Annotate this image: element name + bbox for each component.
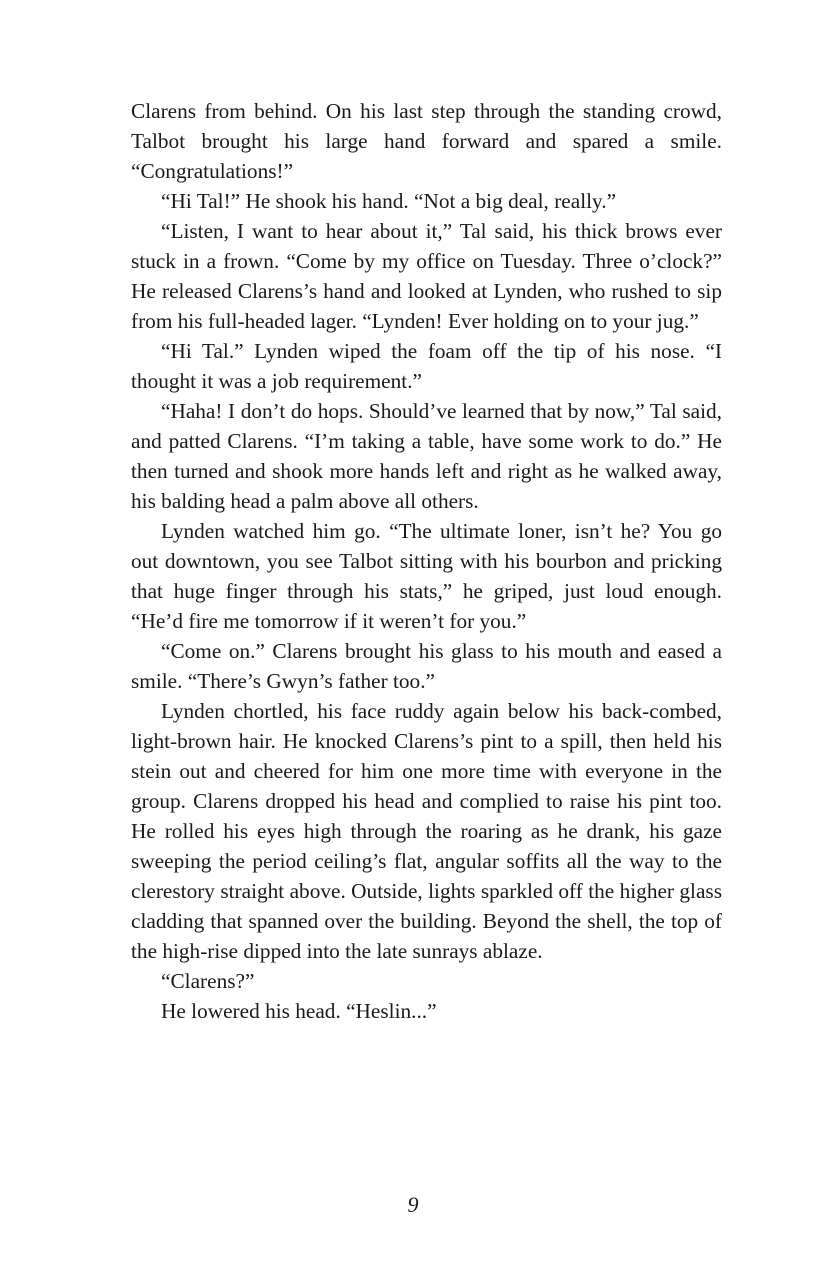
paragraph-9: “Clarens?” <box>161 969 255 993</box>
paragraph-1: Clarens from behind. On his last step through the standing crowd, Talbot brought his large hand forward and spared a smile. “Congratulations!” <box>131 99 722 183</box>
paragraph-3: “Listen, I want to hear about it,” Tal said, his thick brows ever stuck in a frown. “Come by my office on Tuesday. Three o’clock?” He released Clarens’s hand and looked at Lynden, who rushed to sip from his full-headed lager. “Lynden! Ever holding on to your jug.” <box>131 219 722 333</box>
paragraph-7: “Come on.” Clarens brought his glass to his mouth and eased a smile. “There’s Gwyn’s father too.” <box>131 639 722 693</box>
paragraph-2: “Hi Tal!” He shook his hand. “Not a big deal, really.” <box>161 189 617 213</box>
page-body <box>131 96 722 1026</box>
page-number: 9 <box>407 1192 419 1217</box>
paragraph-5: “Haha! I don’t do hops. Should’ve learned that by now,” Tal said, and patted Clarens. “I’m taking a table, have some work to do.” He then turned and shook more hands left and right as he walked away, his balding head a palm above all others. <box>131 399 722 513</box>
paragraph-4: “Hi Tal.” Lynden wiped the foam off the tip of his nose. “I thought it was a job requirement.” <box>131 339 722 393</box>
paragraph-6: Lynden watched him go. “The ultimate loner, isn’t he? You go out downtown, you see Talbot sitting with his bourbon and pricking that huge finger through his stats,” he griped, just loud enough. “He’d fire me tomorrow if it weren’t for you.” <box>131 519 722 633</box>
paragraph-8: Lynden chortled, his face ruddy again below his back-combed, light-brown hair. He knocked Clarens’s pint to a spill, then held his stein out and cheered for him one more time with everyone in the group. Clarens dropped his head and complied to raise his pint too. He rolled his eyes high through the roaring as he drank, his gaze sweeping the period ceiling’s flat, angular soffits all the way to the clerestory straight above. Outside, lights sparkled off the higher glass cladding that spanned over the building. Beyond the shell, the top of the high-rise dipped into the late sunrays ablaze. <box>131 699 722 963</box>
paragraph-10: He lowered his head. “Heslin...” <box>161 999 437 1023</box>
